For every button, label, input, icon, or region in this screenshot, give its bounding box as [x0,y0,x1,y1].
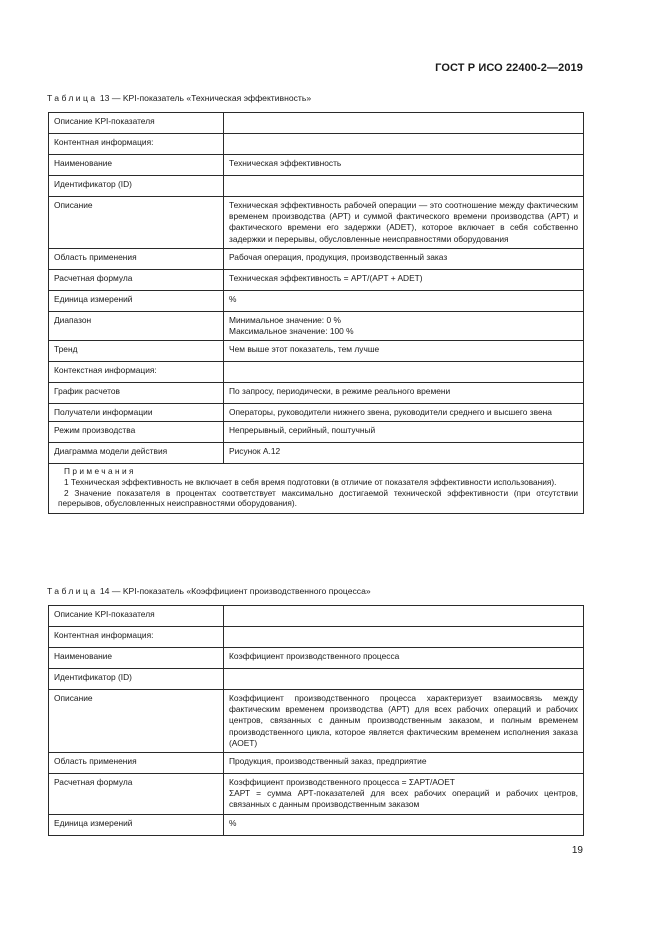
row-label: Диапазон [49,311,224,340]
row-value [224,606,584,627]
caption-text: 14 — KPI-показатель «Коэффициент производственного процесса» [97,586,371,596]
row-label: Область применения [49,248,224,269]
notes-title: Примечания [64,466,136,477]
row-label: Контентная информация: [49,627,224,648]
row-value [224,362,584,383]
row-value [224,311,584,340]
table-14 [48,605,584,836]
range-max: Максимальное значение: 100 % [229,326,354,337]
row-value [224,627,584,648]
row-label: Описание KPI-показателя [49,606,224,627]
caption-word: Таблица [47,586,98,596]
row-label: Контентная информация: [49,134,224,155]
row-label: Наименование [49,155,224,176]
range-min: Минимальное значение: 0 % [229,314,341,325]
formula-explanation: ΣАРТ = сумма АРТ-показателей для всех рабочих операций и рабочих центров, связанных с данным производственным заказом [229,788,578,810]
row-value [224,113,584,134]
row-label: Диаграмма модели действия [49,443,224,464]
formula: Коэффициент производственного процесса = ΣАРТ/АОЕТ [229,777,455,788]
row-value: Рабочая операция, продукция, производственный заказ [224,248,584,269]
table-row [49,362,584,383]
row-label: Контекстная информация: [49,362,224,383]
row-value: Продукция, производственный заказ, предприятие [224,753,584,774]
row-value: Техническая эффективность рабочей операции — это соотношение между фактическим временем производства (АРТ) и суммой фактического времени производства (АРТ) и фактического времени его задержки (ADET), которое включает в себя собственно задержки и перерывы, обусловленные неисправностями оборудования [224,197,584,249]
table-row [49,197,584,249]
row-value [224,134,584,155]
notes-cell [49,464,584,513]
table-row [49,669,584,690]
table-row [49,648,584,669]
row-label: Расчетная формула [49,774,224,815]
table-row [49,814,584,835]
note-item: 1 Техническая эффективность не включает в себя время подготовки (в отличие от показателя эффективности использования). [64,477,557,488]
table-row [49,290,584,311]
page-number: 19 [571,845,583,856]
row-value: Коэффициент производственного процесса [224,648,584,669]
caption-text: 13 — KPI-показатель «Техническая эффективность» [97,93,312,103]
table-13 [48,112,584,514]
table-row [49,341,584,362]
table-row [49,627,584,648]
table-row [49,422,584,443]
notes-row [49,464,584,513]
table-row [49,383,584,404]
row-value: Коэффициент производственного процесса характеризует взаимосвязь между фактическим временем производства (АРТ) для всех рабочих операций и рабочих центров, связанных с данным производственным заказом, и полным временем производственного цикла, которое является фактическим временем исполнения заказа (АОЕТ) [224,690,584,753]
row-value: Техническая эффективность = APT/(APT + ADET) [224,269,584,290]
row-label: Режим производства [49,422,224,443]
row-value: % [224,814,584,835]
row-label: Получатели информации [49,404,224,422]
table-row [49,443,584,464]
row-label: Расчетная формула [49,269,224,290]
row-value: Рисунок А.12 [224,443,584,464]
row-label: График расчетов [49,383,224,404]
table-row [49,248,584,269]
row-value: Чем выше этот показатель, тем лучше [224,341,584,362]
row-label: Описание [49,690,224,753]
row-label: Единица измерений [49,814,224,835]
row-value: Операторы, руководители нижнего звена, руководители среднего и высшего звена [224,404,584,422]
row-value: Техническая эффективность [224,155,584,176]
row-label: Единица измерений [49,290,224,311]
table-row [49,134,584,155]
row-value [224,669,584,690]
table-13-caption [47,93,311,103]
table-row [49,176,584,197]
row-label: Идентификатор (ID) [49,669,224,690]
table-row [49,606,584,627]
table-row [49,113,584,134]
row-value: По запросу, периодически, в режиме реального времени [224,383,584,404]
table-row [49,311,584,340]
row-label: Описание [49,197,224,249]
table-row [49,155,584,176]
caption-word: Таблица [47,93,98,103]
row-value: Непрерывный, серийный, поштучный [224,422,584,443]
row-label: Идентификатор (ID) [49,176,224,197]
row-label: Наименование [49,648,224,669]
table-14-caption [47,586,371,596]
table-row [49,404,584,422]
table-row [49,753,584,774]
document-code: ГОСТ Р ИСО 22400-2—2019 [435,62,583,74]
table-row [49,774,584,815]
row-label: Описание KPI-показателя [49,113,224,134]
row-label: Тренд [49,341,224,362]
row-label: Область применения [49,753,224,774]
table-row [49,690,584,753]
row-value [224,774,584,815]
row-value [224,176,584,197]
table-row [49,269,584,290]
row-value: % [224,290,584,311]
note-item: 2 Значение показателя в процентах соответствует максимально достигаемой технической эффективности (при отсутствии перерывов, обусловленных неисправностями оборудования). [58,487,578,509]
